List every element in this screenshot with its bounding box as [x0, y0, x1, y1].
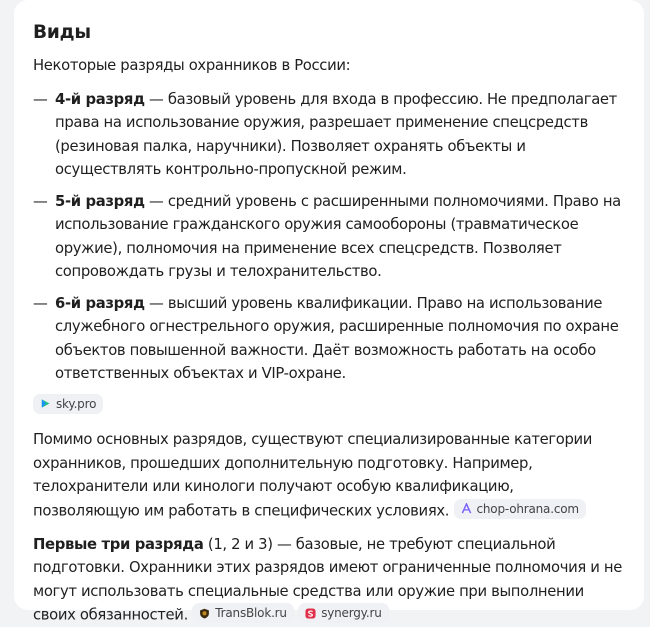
section-title: Виды — [33, 22, 624, 44]
list-dash: — — [33, 88, 55, 182]
skypro-play-icon — [40, 398, 51, 409]
source-chip-label: TransBlok.ru — [215, 603, 287, 623]
list-item-text: — базовый уровень для входа в профессию. Не предполагает права на использование оружия, разрешает применение спецсредств (резиновая палка, наручники). Позволяет охранять объекты и осуществлять контрольно-пропускной режим. — [55, 91, 617, 179]
list-dash: — — [33, 292, 55, 386]
source-chip-skypro[interactable] — [33, 394, 103, 414]
section-intro: Некоторые разряды охранников в России: — [33, 54, 624, 78]
chop-ohrana-icon — [461, 503, 472, 514]
paragraph-specialized: Помимо основных разрядов, существуют специализированные категории охранников, прошедших дополнительную подготовку. Например, телохранители или кинологи получают особую квалификацию, позволяющую им работать в специфических условиях. chop-ohrana.com — [33, 428, 624, 523]
source-chip-label: sky.pro — [56, 394, 96, 414]
list-item — [33, 88, 624, 182]
list-item-text: — высший уровень квалификации. Право на использование служебного огнестрельного оружия, расширенные полномочия по охране объектов повышенной важности. Даёт возможность работать на особо ответственных объектах и VIP-охране. — [55, 295, 618, 383]
list-item-text: — средний уровень с расширенными полномочиями. Право на использование гражданского оружия самообороны (травматическое оружие), полномочия на применение всех спецсредств. Позволяет сопровождать грузы и телохранительство. — [55, 193, 621, 281]
source-chip-transblok[interactable] — [192, 603, 294, 623]
source-chip-chop-ohrana[interactable] — [454, 499, 586, 519]
source-chip-label: synergy.ru — [321, 603, 381, 623]
source-chip-synergy[interactable] — [298, 603, 388, 623]
list-item — [33, 292, 624, 386]
transblok-shield-icon — [199, 608, 210, 619]
paragraph-term: Первые три разряда — [33, 536, 204, 553]
source-chip-label: chop-ohrana.com — [477, 499, 579, 519]
list-item-term: 5-й разряд — [55, 193, 145, 210]
answer-card — [14, 0, 644, 610]
list-dash: — — [33, 190, 55, 284]
list-item-term: 6-й разряд — [55, 295, 145, 312]
list-item — [33, 190, 624, 284]
synergy-icon — [305, 608, 316, 619]
paragraph-first-three: Первые три разряда (1, 2 и 3) — базовые, не требуют специальной подготовки. Охранники этих разрядов имеют ограниченные полномочия и не могут использовать специальные средства или оружие при выполнении своих обязанностей. TransBlok.ru synergy.ru — [33, 533, 624, 627]
list-item-term: 4-й разряд — [55, 91, 145, 108]
